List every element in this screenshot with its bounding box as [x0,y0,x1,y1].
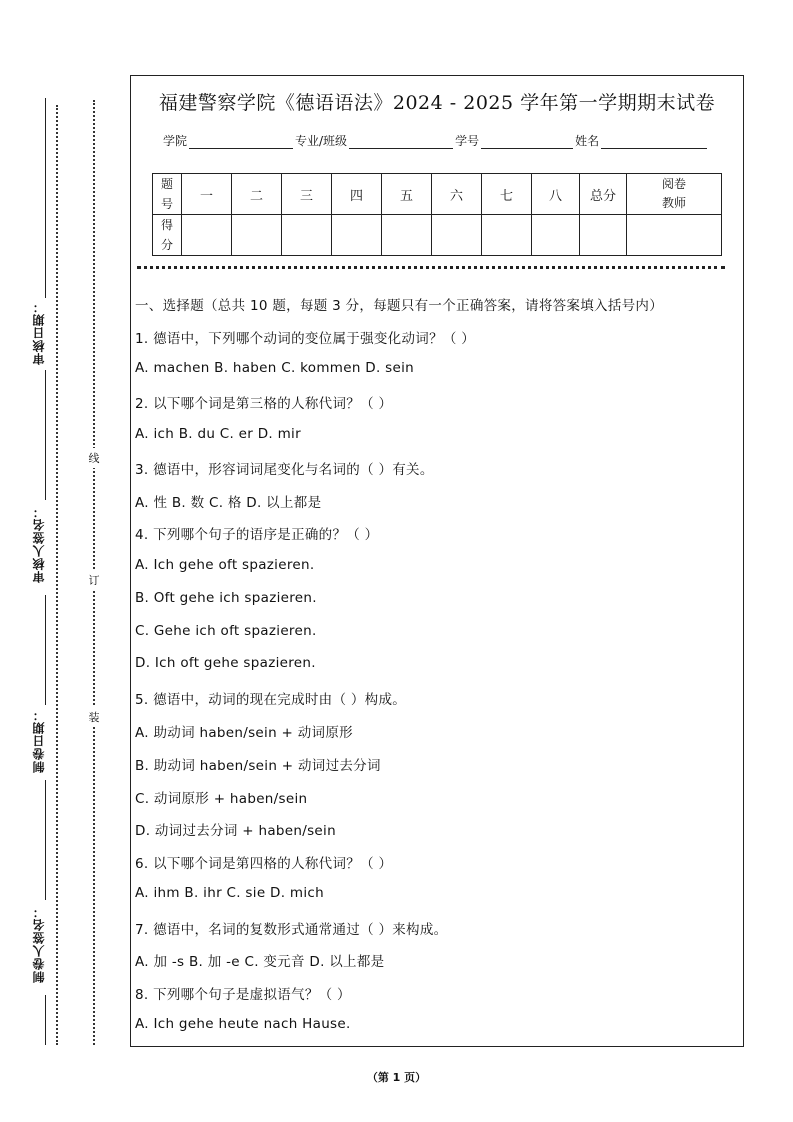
score-cell[interactable] [232,215,282,256]
score-cell[interactable] [580,215,627,256]
reviewer-signature-label: 审核人签名： [32,505,46,583]
score-col: 二 [232,174,282,215]
score-cell[interactable] [627,215,722,256]
score-cell[interactable] [532,215,580,256]
signature-line [45,98,46,298]
question-line: 5. 德语中，动词的现在完成时由（ ）构成。 [135,692,407,708]
student-info-row [163,132,709,149]
signature-line [45,370,46,500]
question-line: 4. 下列哪个句子的语序是正确的？（ ） [135,527,379,543]
field-major-blank[interactable] [349,136,453,149]
option-line: D. 动词过去分词 + haben/sein [135,823,336,839]
option-line: C. 动词原形 + haben/sein [135,791,308,807]
score-col: 五 [382,174,432,215]
score-col: 七 [482,174,532,215]
exam-frame [130,75,744,1047]
score-row-head: 题号 [153,174,182,215]
score-col: 三 [282,174,332,215]
option-line: A. Ich gehe oft spazieren. [135,557,315,573]
option-line: C. Gehe ich oft spazieren. [135,623,317,639]
question-line: 8. 下列哪个句子是虚拟语气？（ ） [135,987,351,1003]
field-id-blank[interactable] [481,136,573,149]
dotted-binding-line [56,105,58,1045]
option-line: A. 加 -s B. 加 -e C. 变元音 D. 以上都是 [135,954,385,970]
review-date-label: 审核日期： [32,300,46,365]
score-col-total: 总分 [580,174,627,215]
binding-char-order: 订 [87,570,101,590]
score-table [152,173,722,256]
field-id-label: 学号 [455,134,480,148]
score-col: 四 [332,174,382,215]
question-line: 2. 以下哪个词是第三格的人称代词？（ ） [135,396,393,412]
score-col-reviewer: 阅卷教师 [627,174,722,215]
option-line: A. 性 B. 数 C. 格 D. 以上都是 [135,495,322,511]
field-name-blank[interactable] [601,136,707,149]
binding-char-bind: 装 [87,707,101,727]
score-cell[interactable] [332,215,382,256]
option-line: B. Oft gehe ich spazieren. [135,590,317,606]
option-line: A. 助动词 haben/sein + 动词原形 [135,725,353,741]
score-col: 一 [182,174,232,215]
score-cell[interactable] [282,215,332,256]
score-cell[interactable] [432,215,482,256]
score-col: 八 [532,174,580,215]
question-line: 1. 德语中，下列哪个动词的变位属于强变化动词？（ ） [135,331,476,347]
signature-line [45,780,46,900]
exam-title: 福建警察学院《德语语法》2024 - 2025 学年第一学期期末试卷 [158,92,716,114]
field-college-label: 学院 [163,134,188,148]
score-col: 六 [432,174,482,215]
signature-line [45,995,46,1045]
option-line: A. ich B. du C. er D. mir [135,426,301,442]
field-major-label: 专业/班级 [295,134,348,148]
option-line: D. Ich oft gehe spazieren. [135,655,316,671]
signature-line [45,595,46,705]
option-line: A. ihm B. ihr C. sie D. mich [135,885,324,901]
option-line: A. Ich gehe heute nach Hause. [135,1016,351,1032]
question-line: 7. 德语中，名词的复数形式通常通过（ ）来构成。 [135,922,448,938]
score-cell[interactable] [482,215,532,256]
score-row-head: 得分 [153,215,182,256]
score-cell[interactable] [182,215,232,256]
option-line: B. 助动词 haben/sein + 动词过去分词 [135,758,381,774]
question-line: 3. 德语中，形容词词尾变化与名词的（ ）有关。 [135,462,434,478]
field-name-label: 姓名 [575,134,600,148]
option-line: A. machen B. haben C. kommen D. sein [135,360,415,376]
question-line: 6. 以下哪个词是第四格的人称代词？（ ） [135,856,393,872]
score-cell[interactable] [382,215,432,256]
dotted-separator [137,266,725,269]
page-number: （第 1 页） [366,1071,427,1084]
preparer-signature-label: 制卷人签名： [32,905,46,983]
binding-char-line: 线 [87,448,101,468]
section-heading: 一、选择题（总共 10 题，每题 3 分，每题只有一个正确答案，请将答案填入括号内） [135,298,664,314]
prepare-date-label: 制卷日期： [32,708,46,773]
field-college-blank[interactable] [189,136,293,149]
